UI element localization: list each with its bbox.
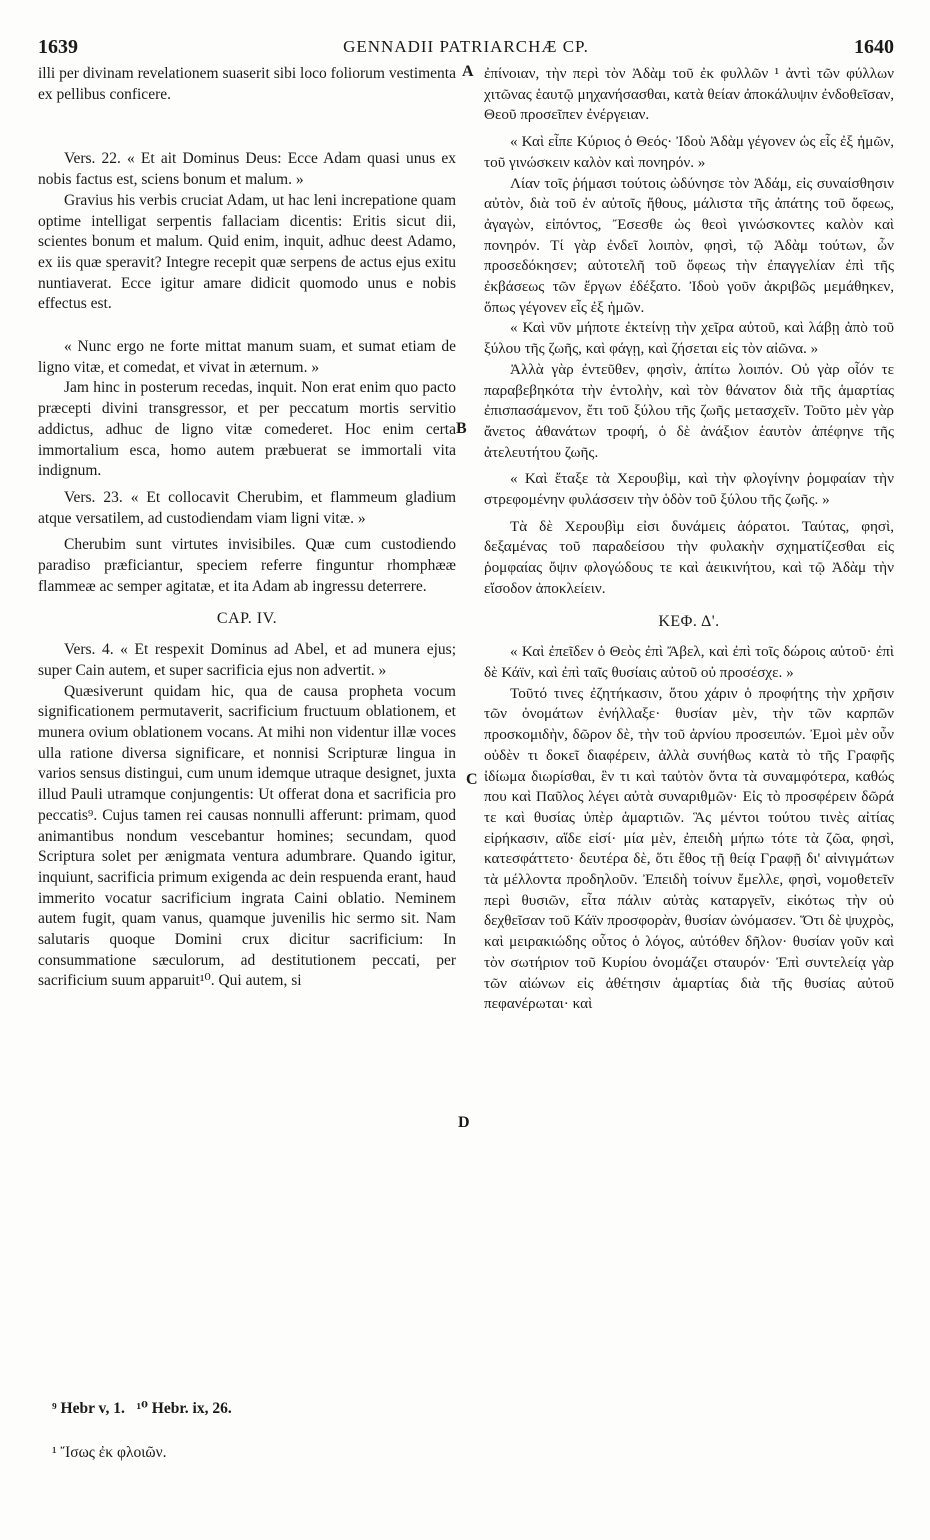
latin-verse: Vers. 23. « Et collocavit Cherubim, et flammeum gladium atque versatilem, ad custodiendam viam ligni vitæ. » [38,488,456,527]
latin-verse: « Nunc ergo ne forte mittat manum suam, et sumat etiam de ligno vitæ, et comedat, et vivat in æternum. » [38,338,456,376]
margin-letter-c: C [466,771,478,788]
footnote-greek: ¹ Ἴσως ἐκ φλοιῶν. [52,1444,167,1461]
footnote-latin: ⁹ Hebr v, 1. ¹⁰ Hebr. ix, 26. [52,1400,232,1417]
running-title: GENNADII PATRIARCHÆ CP. [343,37,589,56]
greek-paragraph: ἐπίνοιαν, τὴν περὶ τὸν Ἀδὰμ τοῦ ἐκ φυλλῶν ¹ ἀντὶ τῶν φύλλων χιτῶνας ἑαυτῷ μηχανήσασθαι, κατὰ θείαν ἀποκάλυψιν ἐνδοθεῖσαν, Θεοῦ προσεῖπεν ἐνέργειαν. [484,65,894,124]
latin-paragraph: Cherubim sunt virtutes invisibiles. Quæ cum custodiendo paradiso præficiantur, speciem referre finguntur rhomphææ flammeæ ac semper agitatæ, et ita Adam ab ingressu deterrere. [38,536,456,595]
latin-paragraph: Gravius his verbis cruciat Adam, ut hac leni increpatione quam optime intelligat serpentis fallaciam dicentis: Eritis sicut dii, scientes bonum et malum. Quid enim, inquit, adhuc deest Adamo, ex iis quæ speravit? Integre recepit quæ serpens de actus ejus exitu nuntiaverat. Ecce igitur amare didicit quomodo unus e nobis effectus est. [38,191,456,313]
latin-paragraph: Quæsiverunt quidam hic, qua de causa propheta vocum significationem permutaverit, sacrificium fructuum oblationem, et munera ovium oblationem vocans. At mihi non videntur illæ voces ulla ratione diversa significare, et nonnisi Scripturæ lingua in varios sensus distingui, cum unum idemque utraque designet, juxta illud Pauli utramque conjungentis: Ut offerat dona et sacrificia pro peccatis⁹. Cujus tamen rei causas nonnulli afferunt: primam, quod animantibus nondum vescebantur homines; secundam, quod Scriptura solet per ænigmata ventura adumbrare. Quando igitur, inquiunt, sacrificia primum exigenda ac dein respuenda erant, haud immerito vocatur sacrificium ingrata Caini oblatio. Neminem autem fugit, quam vanus, quamque juvenilis hic sermo sit. Nam salutaris quoque Domini crux dicitur sacrificium: In consummatione sæculorum, ad destitutionem peccati, per sacrificium suum apparuit¹⁰. Qui autem, si [38,682,456,990]
greek-paragraph: Τὰ δὲ Χερουβὶμ εἰσι δυνάμεις ἀόρατοι. Ταύτας, φησὶ, δεξαμένας τοῦ παραδείσου τὴν φυλακὴν σχηματίζεσθαι εἰς ῥομφαίας ὄψιν φλογώδους τε καὶ ἀεικινήτου, καὶ τῷ Ἀδὰμ τὴν εἴσοδον ἀποκλείειν. [484,517,894,597]
latin-verse: Vers. 4. « Et respexit Dominus ad Abel, et ad munera ejus; super Cain autem, et super sacrificia ejus non advertit. » [38,641,456,679]
latin-chapter-heading: CAP. IV. [216,610,278,628]
margin-letter-d: D [458,1114,470,1131]
greek-chapter-heading: ΚΕΦ. Δ'. [658,612,720,630]
page-header [38,36,894,62]
greek-verse: « Καὶ ἔταξε τὰ Χερουβὶμ, καὶ τὴν φλογίνην ῥομφαίαν τὴν στρεφομένην φυλάσσειν τὴν ὁδὸν τοῦ ξύλου τῆς ζωῆς. » [484,470,894,509]
greek-verse: « Καὶ ἐπεῖδεν ὁ Θεὸς ἐπὶ Ἄβελ, καὶ ἐπὶ τοῖς δώροις αὐτοῦ· ἐπὶ δὲ Κάϊν, καὶ ἐπὶ ταῖς θυσίαις αὐτοῦ οὐ προσέσχε. » [484,643,894,681]
latin-column [38,64,456,992]
greek-paragraph: Λίαν τοῖς ῥήμασι τούτοις ὠδύνησε τὸν Ἀδάμ, εἰς συναίσθησιν αὐτὸν, διὰ τοῦ ἐν αὐτοῖς ἤθους, μάλιστα τῆς ἀπάτης τοῦ ὄφεως, ἀγαγὼν, εἰπόντος, Ἔσεσθε ὡς θεοὶ γινώσκοντες καλὸν καὶ πονηρόν. Τί γὰρ ἐνδεῖ λοιπὸν, φησὶ, τῷ Ἀδὰμ τούτων, ὧν προσεδόκησεν; αὐτοτελῆ τοῦ ὄφεως τὴν ἐπαγγελίαν ἐπὶ τῆς ἐκβάσεως τῶν ἔργων ἐδέξατο. Ἰδοὺ γοῦν ἀκριβῶς μεμάθηκεν, ὅπως γέγονεν εἷς ἐξ ἡμῶν. [484,174,894,316]
latin-paragraph: illi per divinam revelationem suaserit sibi loco foliorum vestimenta ex pellibus conficere. [38,65,456,103]
page-number-right: 1640 [854,36,894,58]
latin-paragraph: Jam hinc in posterum recedas, inquit. Non erat enim quo pacto præcepti divini transgressor, et per peccatum mortis servitio addictus, adhuc de ligno vitæ comederet. Hoc enim certa immortalium esca, homo autem præbuerat se immortali vita indignum. [38,379,456,480]
greek-paragraph: Ἀλλὰ γὰρ ἐντεῦθεν, φησὶν, ἀπίτω λοιπόν. Οὐ γὰρ οἷόν τε παραβεβηκότα τὴν ἐντολὴν, καὶ τὸν θάνατον διὰ τῆς ἁμαρτίας ἐπισπασάμενον, ἔτι τοῦ ξύλου τῆς ζωῆς μετασχεῖν. Τοῦτο μὲν γὰρ ἄνετος ἀθανάτων τροφή, ὁ δὲ ἀνάξιον ἑαυτὸν ἀπέφηνε τῆς ἀτελευτήτου ζωῆς. [484,360,894,461]
greek-column [484,64,894,1015]
margin-letter-b: B [456,420,467,437]
latin-verse: Vers. 22. « Et ait Dominus Deus: Ecce Adam quasi unus ex nobis factus est, sciens bonum et malum. » [38,150,456,189]
page-number-left: 1639 [38,36,78,58]
greek-verse: « Καὶ εἶπε Κύριος ὁ Θεός· Ἰδοὺ Ἀδὰμ γέγονεν ὡς εἷς ἐξ ἡμῶν, τοῦ γινώσκειν καλὸν καὶ πονηρόν. » [484,133,894,171]
greek-paragraph: Τοῦτό τινες ἐζητήκασιν, ὅτου χάριν ὁ προφήτης τὴν χρῆσιν τῶν ὀνομάτων ἐνήλλαξε· θυσίαν μὲν, τὴν τῶν καρπῶν προσκομιδὴν, δῶρον δὲ, τὴν τοῦ ἀρνίου προσειπών. Ἐμοὶ μὲν οὖν οὐδὲν τι δοκεῖ διαφέρειν, ἀλλὰ συνήθως κατὰ τὸ τῆς Γραφῆς ἰδίωμα διωρίσθαι, ἓν τι καὶ ταὐτὸν ὄντα τὰ συναμφότερα, καθώς που καὶ Παῦλος λέγει αὐτὰ συναριθμῶν· Εἰς τὸ προσφέρειν δῶρά τε καὶ θυσίας ὑπὲρ ἁμαρτιῶν. Ἃς μέντοι τούτου τινὲς αἰτίας εἰρήκασιν, αἵδε εἰσί· μία μὲν, ἐπειδὴ μήπω τότε τὰ ζῶα, φησὶ, κατεσφάττετο· δευτέρα δὲ, ὅτι ἔθος τῇ θείᾳ Γραφῇ δι' αἰνιγμάτων τὰ μέλλοντα προδηλοῦν. Ἐπειδὴ τοίνυν ἔμελλε, φησὶ, νομοθετεῖν περὶ θυσιῶν, εἶτα πάλιν αὐτὰς καταργεῖν, εἰκότως τὴν οὐ δεχθεῖσαν τοῦ Κάϊν προσφορὰν, θυσίαν ὠνόμασεν. Ὅτι δὲ ψυχρὸς, καὶ μειρακιώδης οὗτος ὁ λόγος, αὐτόθεν δῆλον· θυσίαν γοῦν καὶ τὸν σωτήριον τοῦ Κυρίου ὀνομάζει σταυρόν· Ἐπὶ συντελείᾳ γὰρ τῶν αἰώνων εἰς ἀθέτησιν ἁμαρτίας διὰ τῆς θυσίας αὐτοῦ πεφανέρωται· καὶ [484,684,894,1013]
greek-verse: « Καὶ νῦν μήποτε ἐκτείνῃ τὴν χεῖρα αὐτοῦ, καὶ λάβῃ ἀπὸ τοῦ ξύλου τῆς ζωῆς, καὶ φάγῃ, καὶ ζήσεται εἰς τὸν αἰῶνα. » [484,319,894,358]
margin-letter-a: A [462,63,474,80]
